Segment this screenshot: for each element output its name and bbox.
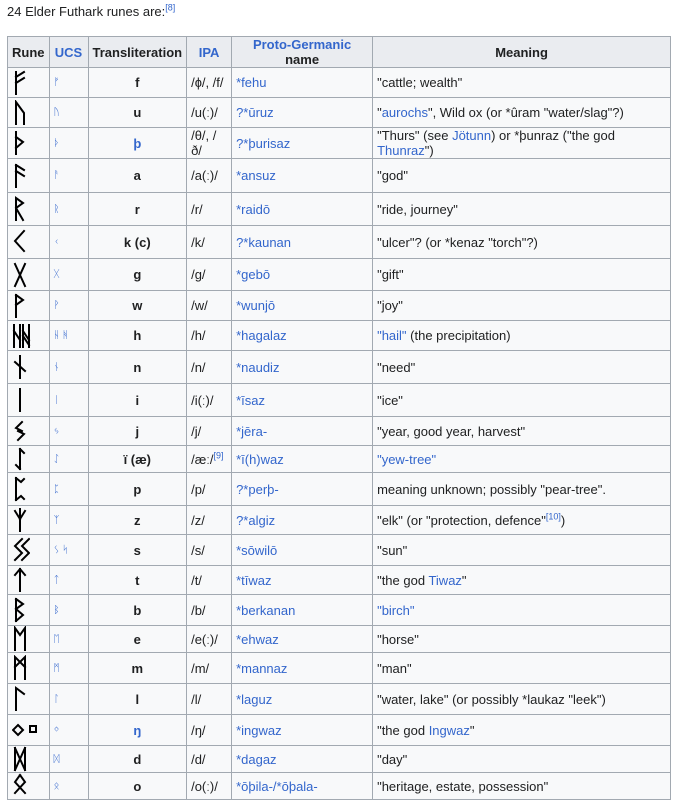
laguz-rune-icon [12,686,30,712]
ipa-value: /k/ [191,234,205,250]
meaning-link[interactable]: "yew-tree" [377,451,437,467]
meaning-text: "the god [377,722,429,738]
proto-germanic-name-link[interactable]: *ansuz [232,159,373,193]
meaning-cell [373,446,671,473]
ucs-cell[interactable]: ᛏ [49,566,88,595]
ipa-value: /z/ [191,512,205,528]
ipa-cell [187,684,232,715]
ipa-cell [187,473,232,506]
col-header-meaning: Meaning [373,37,671,68]
meaning-cell [373,193,671,226]
transliteration-cell[interactable]: ŋ [88,715,187,746]
uruz-rune-icon [12,100,30,126]
rune-cell [8,291,50,321]
proto-germanic-name-link[interactable]: *fehu [232,68,373,98]
meaning-text: "cattle; wealth" [377,75,463,90]
meaning-text: "water, lake" (or possibly *laukaz "leek") [377,691,606,707]
meaning-cell [373,715,671,746]
ipa-cell [187,128,232,159]
meaning-link[interactable]: "birch" [377,602,415,618]
rune-cell [8,226,50,259]
meaning-text: "need" [377,359,416,375]
ipa-value: /d/ [191,751,206,767]
col-header-ucs[interactable]: UCS [49,37,88,68]
meaning-link[interactable]: aurochs [381,105,428,120]
ihwaz-rune-icon [12,446,30,472]
meaning-link[interactable]: Thunraz [377,143,425,158]
proto-germanic-name-link[interactable]: *naudiz [232,351,373,384]
table-row [8,595,671,626]
meaning-text: "Thurs" (see [377,128,453,143]
meaning-ref-link[interactable]: [10] [545,511,561,522]
transliteration-cell: w [88,291,187,321]
transliteration-cell: n [88,351,187,384]
ucs-cell[interactable]: ᚷ [49,259,88,291]
table-row [8,351,671,384]
ehwaz-rune-icon [12,626,30,652]
table-row [8,473,671,506]
meaning-cell [373,384,671,417]
meaning-link[interactable]: Jötunn [452,128,492,143]
ucs-cell[interactable]: ᛁ [49,384,88,417]
ucs-cell[interactable]: ᛉ [49,506,88,535]
meaning-cell [373,746,671,773]
proto-germanic-name-link[interactable]: ?*algiz [232,506,373,535]
meaning-text: "heritage, estate, possession" [377,778,549,794]
naudiz-rune-icon [12,354,30,380]
fehu-rune-icon [12,70,30,96]
ipa-cell [187,68,232,98]
meaning-cell [373,506,671,535]
ipa-value: /ɸ/, /f/ [191,75,224,90]
table-row [8,446,671,473]
ucs-cell[interactable]: ᛊ ᛋ [49,535,88,566]
rune-cell [8,259,50,291]
gebo-rune-icon [12,262,30,288]
ipa-value: /m/ [191,660,210,676]
hagalaz-rune-icon [12,323,38,349]
transliteration-cell: k (c) [88,226,187,259]
meaning-cell [373,159,671,193]
jera-rune-icon [12,418,30,444]
ucs-cell[interactable]: ᛜ [49,715,88,746]
rune-cell [8,351,50,384]
ipa-cell [187,321,232,351]
ipa-value: /θ/, /ð/ [191,128,217,158]
table-row [8,653,671,684]
meaning-cell [373,595,671,626]
proto-germanic-name-link[interactable]: *ōþila-/*ōþala- [232,773,373,800]
ipa-cell [187,351,232,384]
sowilo-rune-icon [12,537,30,563]
meaning-cell [373,773,671,800]
meaning-text: ) [560,512,566,528]
ucs-cell[interactable]: ᛟ [49,773,88,800]
transliteration-cell: l [88,684,187,715]
ucs-cell[interactable]: ᛈ [49,473,88,506]
ipa-cell [187,98,232,128]
ipa-cell [187,384,232,417]
table-row [8,321,671,351]
meaning-cell [373,259,671,291]
meaning-cell [373,473,671,506]
ucs-cell[interactable]: ᛇ [49,446,88,473]
ipa-cell [187,446,232,473]
ucs-cell[interactable]: ᛗ [49,653,88,684]
rune-cell [8,746,50,773]
meaning-cell [373,321,671,351]
transliteration-cell: ï (æ) [88,446,187,473]
isaz-rune-icon [12,387,30,413]
meaning-text: meaning unknown; possibly "pear-tree". [377,481,606,497]
transliteration-cell[interactable]: þ [88,128,187,159]
meaning-cell [373,128,671,159]
table-row [8,128,671,159]
meaning-cell [373,566,671,595]
perth-rune-icon [12,476,30,502]
proto-germanic-name-link[interactable]: ?*perþ- [232,473,373,506]
ipa-cell [187,226,232,259]
meaning-text: ", Wild ox (or *ûram "water/slag"?) [427,105,624,120]
rune-cell [8,193,50,226]
ucs-cell[interactable]: ᚦ [49,128,88,159]
meaning-text: "god" [377,168,408,183]
meaning-text: "day" [377,751,408,767]
ipa-cell [187,626,232,653]
transliteration-cell: a [88,159,187,193]
meaning-text: "year, good year, harvest" [377,423,526,439]
transliteration-cell: b [88,595,187,626]
ipa-cell [187,159,232,193]
meaning-cell [373,684,671,715]
proto-germanic-name-link[interactable]: *raidō [232,193,373,226]
ucs-cell[interactable]: ᛞ [49,746,88,773]
ipa-cell [187,506,232,535]
proto-germanic-name-link[interactable]: *īsaz [232,384,373,417]
intro-text [7,4,175,19]
table-row [8,98,671,128]
ucs-cell[interactable]: ᚢ [49,98,88,128]
meaning-text: " [461,572,467,588]
berkanan-rune-icon [12,597,30,623]
transliteration-cell: d [88,746,187,773]
meaning-text: " [469,722,475,738]
meaning-text: "horse" [377,631,419,647]
transliteration-cell: f [88,68,187,98]
ucs-cell[interactable]: ᚺ ᚻ [49,321,88,351]
rune-cell [8,384,50,417]
table-row [8,226,671,259]
meaning-cell [373,351,671,384]
ucs-cell[interactable]: ᚨ [49,159,88,193]
ucs-cell[interactable]: ᛖ [49,626,88,653]
col-header-name [232,37,373,68]
proto-germanic-name-link[interactable]: *tīwaz [232,566,373,595]
transliteration-cell: i [88,384,187,417]
dagaz-rune-icon [12,746,30,772]
proto-germanic-name-link[interactable]: *hagalaz [232,321,373,351]
meaning-text: "sun" [377,542,408,558]
meaning-text: "the god [377,572,429,588]
ipa-value: /a(ː)/ [191,168,218,183]
meaning-cell [373,535,671,566]
ipa-value: /r/ [191,201,203,217]
col-header-transliteration: Transliteration [88,37,187,68]
meaning-cell [373,68,671,98]
proto-germanic-link[interactable]: Proto-Germanic [252,37,352,52]
meaning-text: "man" [377,660,412,676]
proto-germanic-name-link[interactable]: *gebō [232,259,373,291]
meaning-text: "ride, journey" [377,201,458,217]
ucs-cell[interactable]: ᚱ [49,193,88,226]
meaning-text: " [377,105,382,120]
table-row [8,291,671,321]
algiz-rune-icon [12,507,30,533]
ipa-cell [187,259,232,291]
ipa-cell [187,746,232,773]
meaning-cell [373,98,671,128]
proto-germanic-name-link[interactable]: *sōwilō [232,535,373,566]
table-row [8,684,671,715]
transliteration-cell: z [88,506,187,535]
transliteration-cell: o [88,773,187,800]
ipa-value: /t/ [191,572,202,588]
transliteration-cell: g [88,259,187,291]
transliteration-cell: r [88,193,187,226]
meaning-link[interactable]: Tiwaz [428,572,462,588]
col-header-rune: Rune [8,37,50,68]
ansuz-rune-icon [12,163,30,189]
rune-cell [8,653,50,684]
raido-rune-icon [12,196,30,222]
table-row [8,259,671,291]
rune-cell [8,159,50,193]
transliteration-cell: e [88,626,187,653]
proto-germanic-name-link[interactable]: *laguz [232,684,373,715]
proto-germanic-name-link[interactable]: ?*kaunan [232,226,373,259]
ipa-value: /u(ː)/ [191,105,218,120]
ipa-value: /ŋ/ [191,722,206,738]
ipa-cell [187,773,232,800]
ipa-value: /h/ [191,328,206,343]
proto-germanic-name-link[interactable]: *jēra- [232,417,373,446]
proto-germanic-name-link[interactable]: *ī(h)waz [232,446,373,473]
rune-cell [8,684,50,715]
meaning-cell [373,291,671,321]
table-row [8,566,671,595]
intro-label: 24 Elder Futhark runes are: [7,4,166,19]
rune-cell [8,566,50,595]
thurisaz-rune-icon [12,130,30,156]
rune-cell [8,535,50,566]
meaning-text: "ice" [377,392,403,408]
othila-rune-icon [12,773,30,799]
proto-germanic-name-link[interactable]: *dagaz [232,746,373,773]
meaning-text: "ulcer"? (or *kenaz "torch"?) [377,234,538,250]
intro-ref-link[interactable]: [8] [165,2,176,13]
table-header-row [8,37,671,68]
ipa-cell [187,291,232,321]
meaning-text: (the precipitation) [406,328,511,343]
proto-germanic-name-link[interactable]: ?*ūruz [232,98,373,128]
table-row [8,159,671,193]
meaning-cell [373,417,671,446]
rune-cell [8,128,50,159]
table-row [8,384,671,417]
rune-cell [8,626,50,653]
rune-cell [8,715,50,746]
table-row [8,773,671,800]
proto-germanic-name-link[interactable]: *wunjō [232,291,373,321]
col-header-ipa[interactable]: IPA [187,37,232,68]
wunjo-rune-icon [12,293,30,319]
ucs-cell[interactable]: ᛃ [49,417,88,446]
ipa-cell [187,715,232,746]
ipa-value: /s/ [191,542,205,558]
meaning-text: ") [424,143,434,158]
mannaz-rune-icon [12,655,30,681]
ipa-value: /æː/ [191,451,214,467]
ipa-cell [187,193,232,226]
rune-cell [8,773,50,800]
meaning-cell [373,226,671,259]
ipa-cell [187,535,232,566]
meaning-link[interactable]: Ingwaz [428,722,470,738]
table-row [8,193,671,226]
ipa-value: /n/ [191,359,206,375]
rune-cell [8,98,50,128]
table-row [8,506,671,535]
transliteration-cell: u [88,98,187,128]
proto-germanic-name-link[interactable]: *berkanan [232,595,373,626]
meaning-text: "gift" [377,267,404,282]
ipa-cell [187,595,232,626]
rune-cell [8,446,50,473]
ipa-cell [187,653,232,684]
table-row [8,626,671,653]
table-row [8,746,671,773]
transliteration-cell: h [88,321,187,351]
rune-cell [8,417,50,446]
ipa-cell [187,417,232,446]
ipa-value: /i(ː)/ [191,392,214,408]
ucs-cell[interactable]: ᚠ [49,68,88,98]
transliteration-cell: s [88,535,187,566]
rune-cell [8,68,50,98]
table-row [8,68,671,98]
rune-cell [8,473,50,506]
meaning-cell [373,626,671,653]
meaning-text: ) or *þunraz ("the god [491,128,615,143]
proto-germanic-name-link[interactable]: *ingwaz [232,715,373,746]
ucs-cell[interactable]: ᛒ [49,595,88,626]
meaning-cell [373,653,671,684]
transliteration-cell: m [88,653,187,684]
ipa-value: /l/ [191,691,202,707]
tiwaz-rune-icon [12,567,30,593]
ipa-cell [187,566,232,595]
proto-germanic-name-link[interactable]: *ehwaz [232,626,373,653]
ucs-cell[interactable]: ᚲ [49,226,88,259]
transliteration-cell: p [88,473,187,506]
ipa-value: /w/ [191,298,208,313]
ipa-value: /b/ [191,602,206,618]
ucs-cell[interactable]: ᚾ [49,351,88,384]
ucs-cell[interactable]: ᚹ [49,291,88,321]
rune-cell [8,506,50,535]
rune-cell [8,321,50,351]
ipa-value: /g/ [191,267,206,282]
meaning-text: "elk" (or "protection, defence" [377,512,546,528]
kaunan-rune-icon [12,229,30,255]
ipa-value: /e(ː)/ [191,631,218,647]
ipa-value: /p/ [191,481,206,497]
meaning-link[interactable]: "hail" [377,328,407,343]
table-row [8,715,671,746]
transliteration-cell: t [88,566,187,595]
meaning-text: "joy" [377,298,403,313]
proto-germanic-name-link[interactable]: ?*þurisaz [232,128,373,159]
elder-futhark-table [7,36,671,800]
ipa-value: /o(ː)/ [191,778,218,794]
ipa-value: /j/ [191,423,202,439]
table-row [8,417,671,446]
col-header-name-suffix: name [285,52,320,67]
ingwaz-rune-icon [12,717,38,743]
transliteration-cell: j [88,417,187,446]
ipa-ref-link[interactable]: [9] [213,450,224,461]
proto-germanic-name-link[interactable]: *mannaz [232,653,373,684]
table-row [8,535,671,566]
rune-cell [8,595,50,626]
ucs-cell[interactable]: ᛚ [49,684,88,715]
